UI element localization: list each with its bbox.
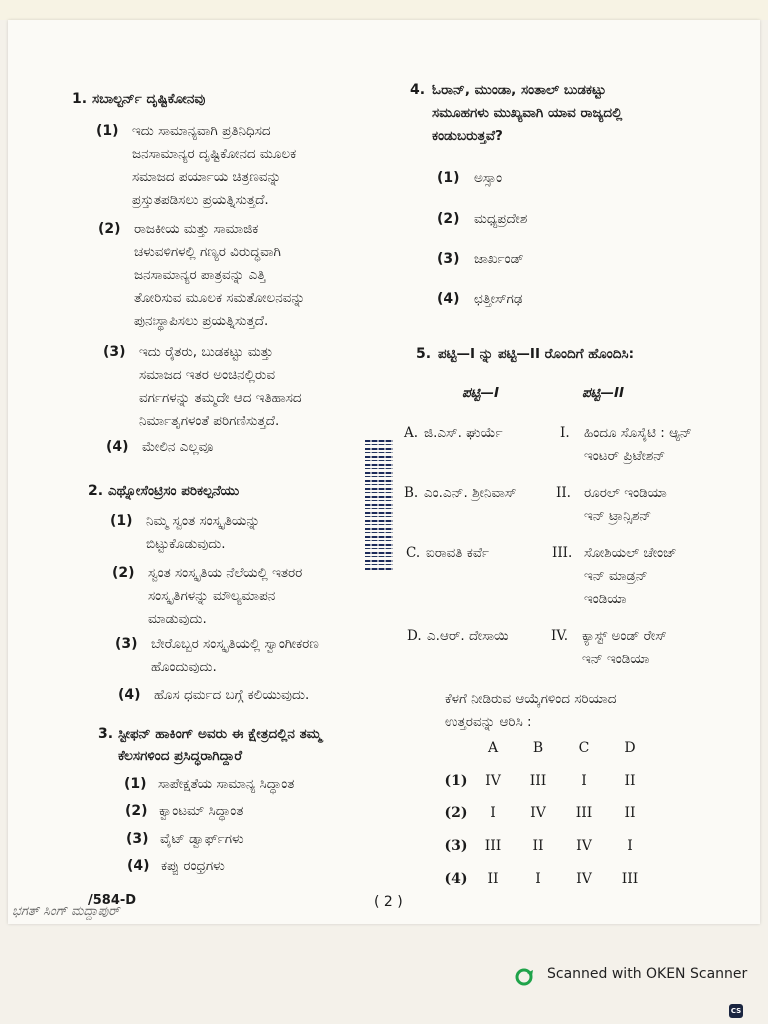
- q2-opt3-text: ಬೇರೊಬ್ಬರ ಸಂಸ್ಕೃತಿಯಲ್ಲಿ ಸ್ವಾಂಗೀಕರಣ ಹೊಂದುವುದು.: [151, 636, 319, 675]
- q1-opt3-text: ಇದು ರೈತರು, ಬುಡಕಟ್ಟು ಮತ್ತು ಸಮಾಜದ ಇತರ ಅಂಚಿನಲ್ಲಿರುವ ವರ್ಗಗಳನ್ನು ತಮ್ಮದೇ ಆದ ಇತಿಹಾಸದ ನಿರ್ಮಾತೃಗಳಂತೆ ಪರಿಗಣಿಸುತ್ತದೆ.: [139, 344, 302, 429]
- q2-opt4-text: ಹೊಸ ಧರ್ಮದ ಬಗ್ಗೆ ಕಲಿಯುವುದು.: [154, 687, 310, 703]
- grid-cell: I: [581, 773, 587, 789]
- grid-cell: I: [627, 838, 633, 854]
- grid-row-label: (1): [444, 773, 468, 789]
- q2-opt1-label: (1): [110, 513, 133, 529]
- grid-cell: II: [532, 838, 544, 854]
- q4-opt2-text: ಮಧ್ಯಪ್ರದೇಶ: [474, 211, 528, 227]
- q2-opt1-text: ನಿಮ್ಮ ಸ್ವಂತ ಸಂಸ್ಕೃತಿಯನ್ನು ಬಿಟ್ಟುಕೊಡುವುದು.: [146, 513, 261, 552]
- q3-opt2-label: (2): [125, 803, 148, 819]
- q3-opt4-text: ಕಪ್ಪು ರಂಧ್ರಗಳು: [161, 858, 225, 874]
- q5-stem: ಪಟ್ಟಿ—I ನ್ನು ಪಟ್ಟಿ—II ರೊಂದಿಗೆ ಹೊಂದಿಸಿ:: [438, 346, 634, 362]
- q3-opt4-label: (4): [127, 858, 150, 874]
- grid-head-c: C: [578, 740, 590, 756]
- list1-label-b: B.: [404, 485, 419, 501]
- grid-cell: III: [484, 838, 502, 854]
- q4-opt1-text: ಅಸ್ಸಾಂ: [474, 170, 503, 186]
- list2-item-i: ಹಿಂದೂ ಸೊಸೈಟಿ : ಆ್ಯನ್ ಇಂಟರ್ ಪ್ರಿಟೇಶನ್: [584, 425, 692, 464]
- list1-item-d: ಎ.ಆರ್. ದೇಸಾಯಿ: [427, 628, 509, 644]
- grid-row-label: (3): [444, 838, 468, 854]
- barcode-mark: [365, 440, 393, 572]
- grid-cell: III: [529, 773, 547, 789]
- q1-opt4-text: ಮೇಲಿನ ಎಲ್ಲವೂ: [142, 439, 214, 455]
- q1-number: 1.: [72, 91, 88, 107]
- list1-item-c: ಐರಾವತಿ ಕರ್ವೆ: [426, 545, 490, 561]
- page-number: ( 2 ): [374, 894, 403, 910]
- grid-cell: IV: [530, 805, 546, 821]
- q1-opt1-text: ಇದು ಸಾಮಾನ್ಯವಾಗಿ ಪ್ರತಿನಿಧಿಸದ ಜನಸಾಮಾನ್ಯರ ದೃಷ್ಟಿಕೋನದ ಮೂಲಕ ಸಮಾಜದ ಪರ್ಯಾಯ ಚಿತ್ರಣವನ್ನು ಪ್ರಸ್ತುತಪಡಿಸಲು ಪ್ರಯತ್ನಿಸುತ್ತದೆ.: [132, 123, 297, 208]
- grid-cell: IV: [576, 871, 592, 887]
- q4-opt3-label: (3): [437, 251, 460, 267]
- grid-head-a: A: [487, 740, 499, 756]
- list1-item-a: ಜಿ.ಎಸ್. ಘುರ್ಯೆ: [424, 425, 503, 441]
- grid-cell: II: [624, 773, 636, 789]
- q5-instruction: ಕೆಳಗೆ ನೀಡಿರುವ ಆಯ್ಕೆಗಳಿಂದ ಸರಿಯಾದ ಉತ್ತರವನ್ನು ಆರಿಸಿ :: [445, 691, 617, 730]
- q5-number: 5.: [416, 346, 432, 362]
- top-strip: [0, 0, 768, 20]
- grid-head-d: D: [624, 740, 636, 756]
- q3-opt3-label: (3): [126, 831, 149, 847]
- grid-row-label: (4): [444, 871, 468, 887]
- q1-opt2-text: ರಾಜಕೀಯ ಮತ್ತು ಸಾಮಾಜಿಕ ಚಳುವಳಿಗಳಲ್ಲಿ ಗಣ್ಯರ ವಿರುದ್ಧವಾಗಿ ಜನಸಾಮಾನ್ಯರ ಪಾತ್ರವನ್ನು ಎತ್ತಿ ತೋರಿಸುವ ಮೂಲಕ ಸಮತೋಲನವನ್ನು ಪುನಃಸ್ಥಾಪಿಸಲು ಪ್ರಯತ್ನಿಸುತ್ತದೆ.: [134, 221, 306, 329]
- grid-cell: II: [487, 871, 499, 887]
- q1-opt4-label: (4): [106, 439, 129, 455]
- q4-stem: ಓರಾನ್, ಮುಂಡಾ, ಸಂತಾಲ್ ಬುಡಕಟ್ಟು ಸಮೂಹಗಳು ಮುಖ್ಯವಾಗಿ ಯಾವ ರಾಜ್ಯದಲ್ಲಿ ಕಂಡುಬರುತ್ತವೆ?: [432, 82, 623, 144]
- q3-opt1-label: (1): [124, 776, 147, 792]
- list2-label-iii: III.: [552, 545, 573, 561]
- list1-item-b: ಎಂ.ಎನ್. ಶ್ರೀನಿವಾಸ್: [424, 485, 517, 501]
- list2-item-ii: ರೂರಲ್ ಇಂಡಿಯಾ ಇನ್ ಟ್ರಾನ್ಸಿಶನ್: [584, 485, 667, 524]
- q4-opt3-text: ಜಾರ್ಖಂಡ್: [474, 251, 524, 267]
- grid-cell: III: [575, 805, 593, 821]
- cs-badge-icon: CS: [729, 1004, 743, 1018]
- q3-stem: ಸ್ಟೀಫನ್ ಹಾಕಿಂಗ್ ಅವರು ಈ ಕ್ಷೇತ್ರದಲ್ಲಿನ ತಮ್ಮ ಕೆಲಸಗಳಿಂದ ಪ್ರಸಿದ್ಧರಾಗಿದ್ದಾರೆ: [118, 726, 322, 764]
- list1-label-c: C.: [406, 545, 421, 561]
- q1-opt2-label: (2): [98, 221, 121, 237]
- list1-heading: ಪಟ್ಟಿ—I: [462, 385, 499, 401]
- q4-opt2-label: (2): [437, 211, 460, 227]
- list2-item-iii: ಸೋಶಿಯಲ್ ಚೇಂಜ್ ಇನ್ ಮಾಡ್ರನ್ ಇಂಡಿಯಾ: [584, 545, 677, 607]
- q4-number: 4.: [410, 82, 426, 98]
- q2-opt2-text: ಸ್ವಂತ ಸಂಸ್ಕೃತಿಯ ನೆಲೆಯಲ್ಲಿ ಇತರರ ಸಂಸ್ಕೃತಿಗಳನ್ನು ಮೌಲ್ಯಮಾಪನ ಮಾಡುವುದು.: [148, 565, 303, 627]
- q4-opt4-label: (4): [437, 291, 460, 307]
- q4-opt1-label: (1): [437, 170, 460, 186]
- scanner-logo-icon: [515, 967, 535, 987]
- q1-opt3-label: (3): [103, 344, 126, 360]
- grid-head-b: B: [532, 740, 544, 756]
- list2-heading: ಪಟ್ಟಿ—II: [582, 385, 624, 401]
- list2-label-i: I.: [560, 425, 570, 441]
- grid-cell: I: [535, 871, 541, 887]
- grid-cell: IV: [485, 773, 501, 789]
- list1-label-d: D.: [407, 628, 422, 644]
- q4-opt4-text: ಛತ್ತೀಸ್‌ಗಢ: [474, 291, 523, 307]
- q3-opt3-text: ವೈಟ್ ಡ್ವಾರ್ಫ್‌ಗಳು: [160, 831, 244, 847]
- q3-opt1-text: ಸಾಪೇಕ್ಷತೆಯ ಸಾಮಾನ್ಯ ಸಿದ್ಧಾಂತ: [158, 776, 295, 792]
- grid-row-label: (2): [444, 805, 468, 821]
- list2-label-iv: IV.: [551, 628, 569, 644]
- q2-stem: ಎಥ್ನೋಸೆಂಟ್ರಿಸಂ ಪರಿಕಲ್ಪನೆಯು: [108, 483, 240, 499]
- list2-label-ii: II.: [556, 485, 571, 501]
- list1-label-a: A.: [404, 425, 419, 441]
- name-stamp: ಭಗತ್ ಸಿಂಗ್ ಮದ್ದಾಪುರ್: [12, 904, 120, 919]
- q2-number: 2.: [88, 483, 104, 499]
- grid-cell: I: [490, 805, 496, 821]
- q3-opt2-text: ಕ್ವಾಂಟಮ್ ಸಿದ್ಧಾಂತ: [159, 803, 244, 819]
- q2-opt2-label: (2): [112, 565, 135, 581]
- q1-opt1-label: (1): [96, 123, 119, 139]
- q1-stem: ಸಬಾಲ್ಟರ್ನ್ ದೃಷ್ಟಿಕೋನವು: [92, 91, 206, 107]
- grid-cell: III: [621, 871, 639, 887]
- paper-code: /584-D: [88, 893, 137, 908]
- grid-cell: IV: [576, 838, 592, 854]
- q2-opt3-label: (3): [115, 636, 138, 652]
- q3-number: 3.: [98, 726, 114, 742]
- q2-opt4-label: (4): [118, 687, 141, 703]
- grid-cell: II: [624, 805, 636, 821]
- scanner-text: Scanned with OKEN Scanner: [547, 966, 748, 982]
- list2-item-iv: ಕ್ಯಾಸ್ಟ್ ಅಂಡ್ ರೇಸ್ ಇನ್ ಇಂಡಿಯಾ: [582, 628, 667, 667]
